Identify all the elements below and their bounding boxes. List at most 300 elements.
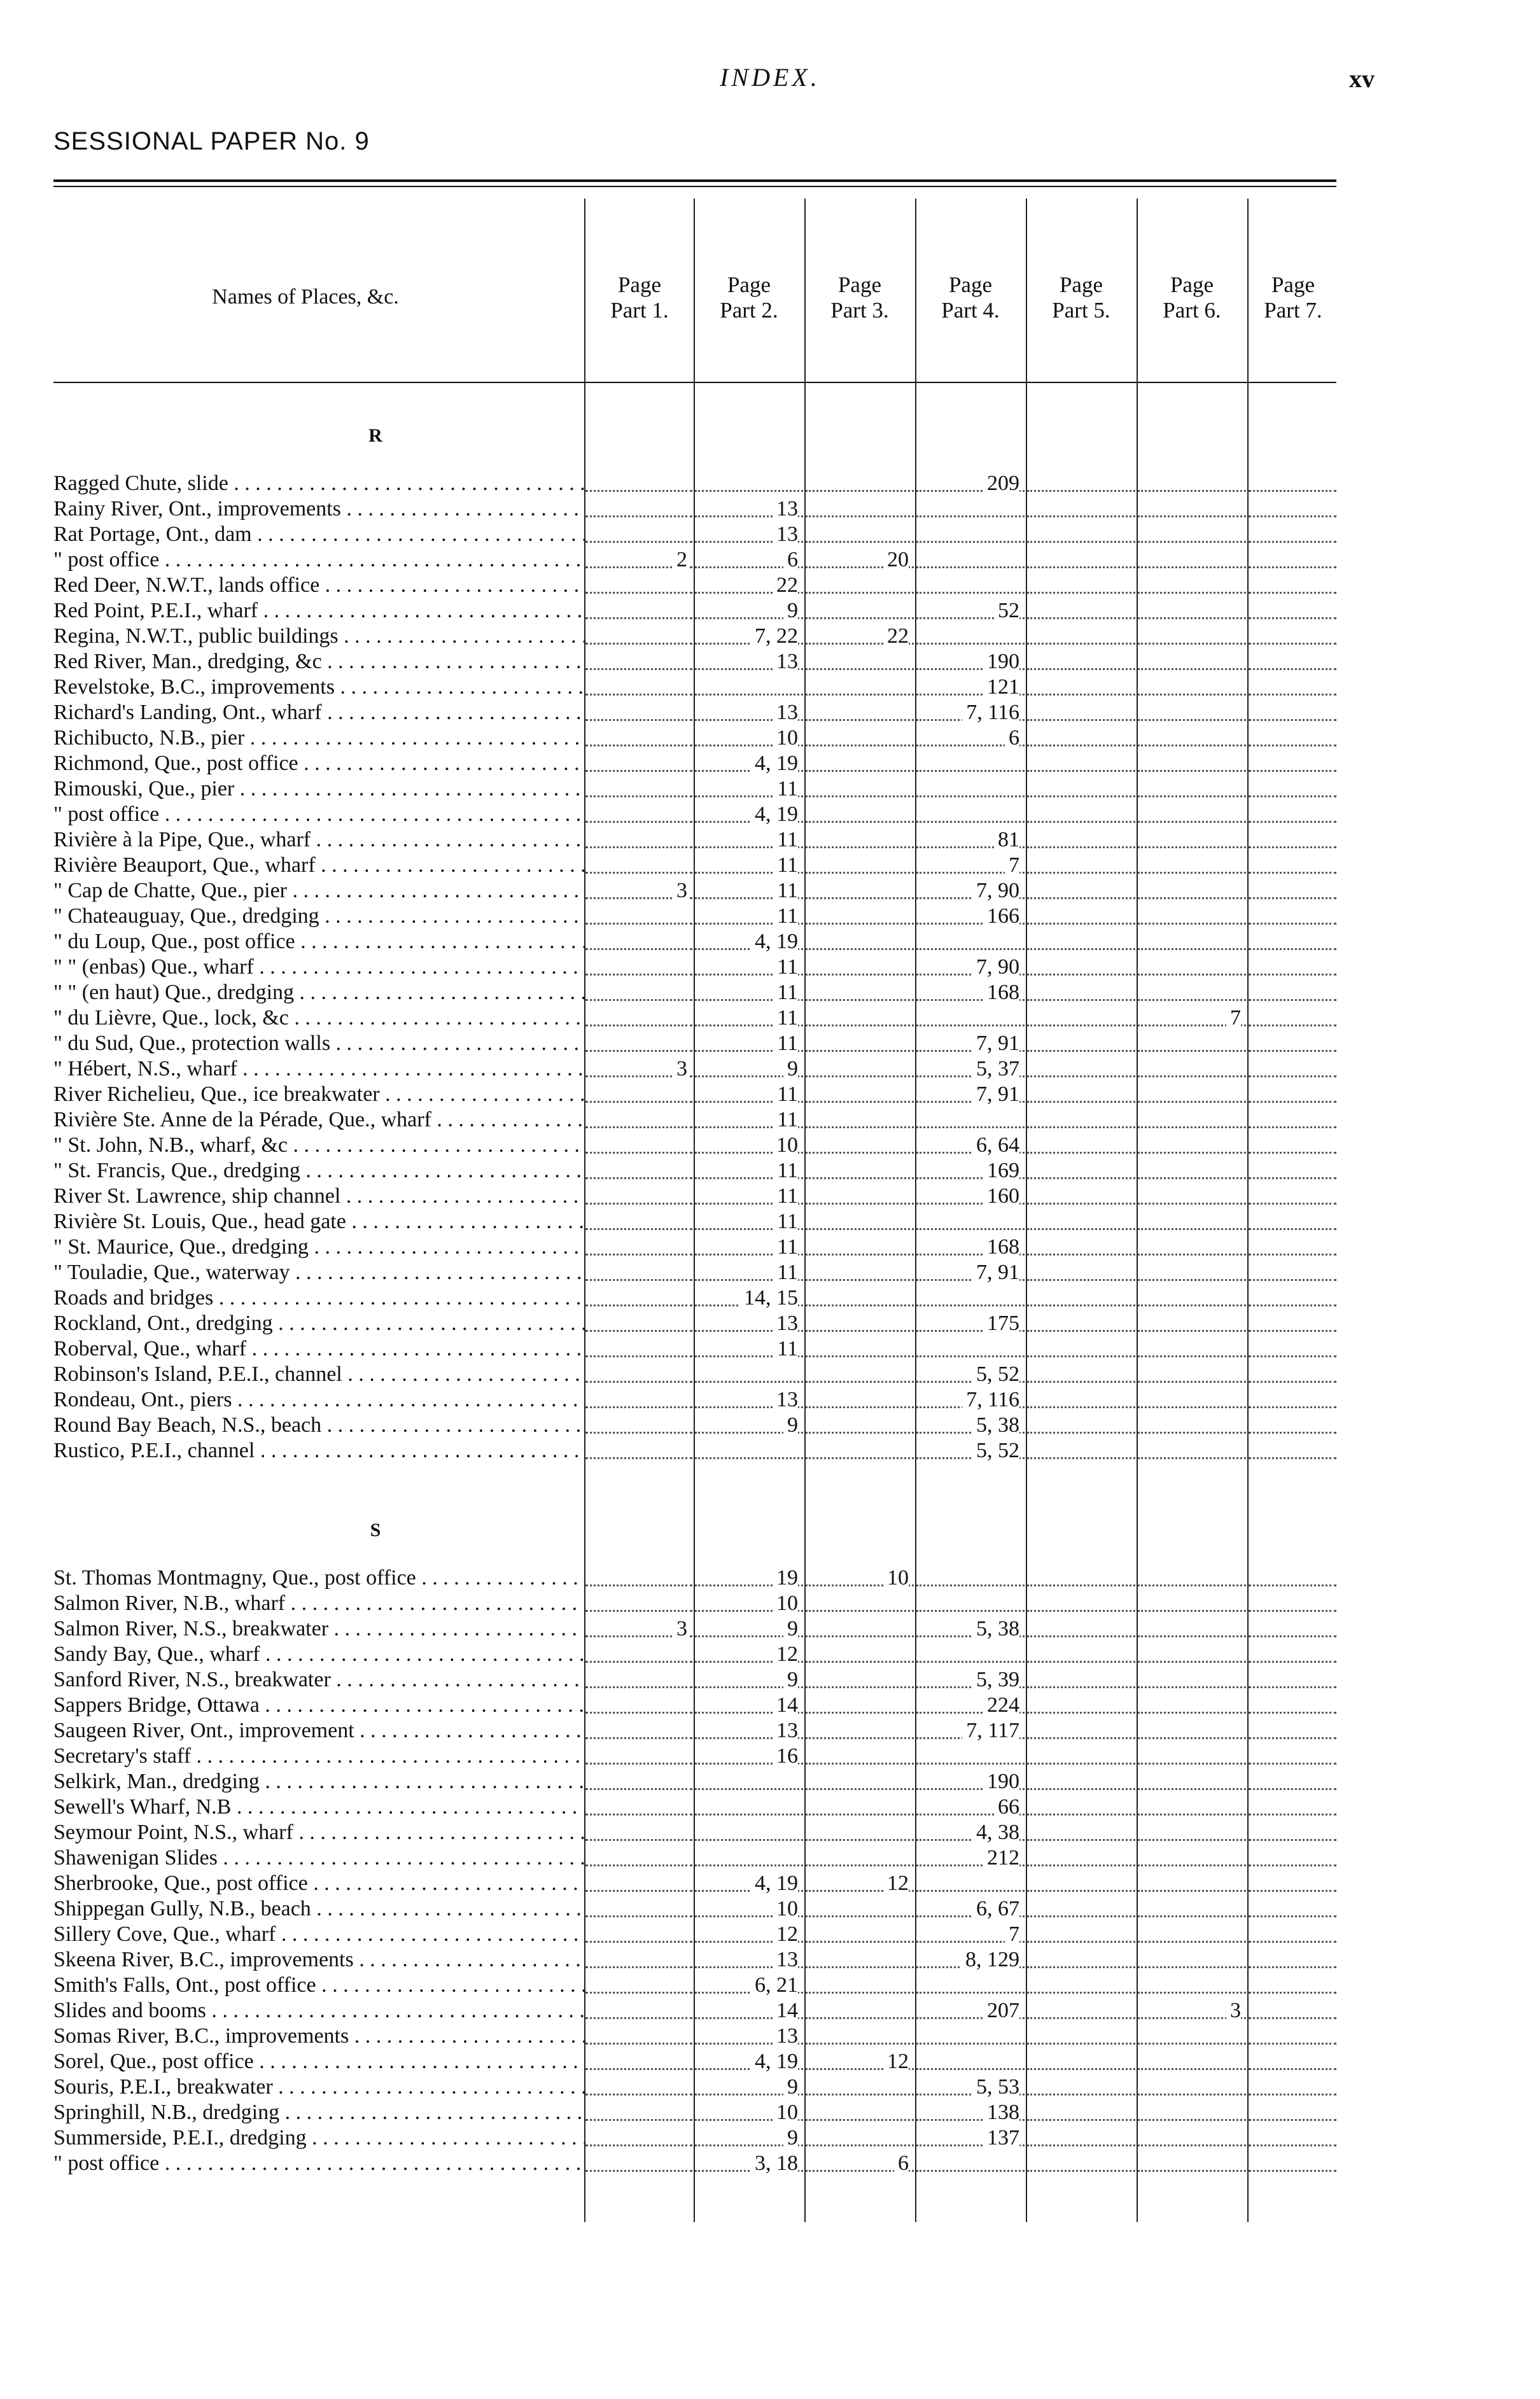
leader-dots <box>806 2043 914 2045</box>
page-ref-value: 11 <box>773 980 798 1005</box>
index-row <box>0 725 1540 751</box>
page-ref-part-2 <box>695 1107 803 1133</box>
page-ref-value: 22 <box>883 624 909 649</box>
leader-dots <box>1138 2043 1246 2045</box>
page-ref-part-4 <box>916 980 1025 1005</box>
leader-dots <box>806 2017 914 2019</box>
page-ref-part-1 <box>585 929 692 955</box>
page-ref-part-4 <box>916 1260 1025 1285</box>
index-row <box>0 1209 1540 1234</box>
page-ref-part-2 <box>695 1285 803 1311</box>
page-ref-value: 224 <box>983 1693 1019 1718</box>
page-ref-value: 22 <box>773 573 798 598</box>
page-ref-part-6 <box>1138 1591 1246 1616</box>
page-ref-part-1 <box>585 904 692 929</box>
page-ref-part-7 <box>1249 1744 1336 1769</box>
page-ref-part-7 <box>1249 471 1336 496</box>
leader-dots <box>585 643 692 645</box>
page-ref-part-2 <box>695 1947 803 1973</box>
page-ref-part-2 <box>695 1565 803 1591</box>
index-row <box>0 1896 1540 1922</box>
page-ref-part-1 <box>585 2049 692 2074</box>
index-row <box>0 1311 1540 1336</box>
index-row <box>0 1565 1540 1591</box>
page-ref-part-2 <box>695 955 803 980</box>
leader-dots <box>1138 1661 1246 1663</box>
page-ref-part-6 <box>1138 827 1246 853</box>
page-ref-part-1 <box>585 1031 692 1056</box>
index-row <box>0 1973 1540 1998</box>
leader-dots <box>1138 1203 1246 1205</box>
page-ref-part-2 <box>695 573 803 598</box>
page-ref-part-1 <box>585 1285 692 1311</box>
page-ref-part-5 <box>1027 853 1135 878</box>
leader-dots <box>1138 617 1246 619</box>
place-name: Regina, N.W.T., public buildings . . . <box>53 624 585 649</box>
page-ref-value: 10 <box>773 1591 798 1616</box>
leader-dots <box>806 1737 914 1739</box>
place-name: St. Thomas Montmagny, Que., post office . . . <box>53 1565 585 1591</box>
page-ref-part-4 <box>916 1922 1025 1947</box>
leader-dots <box>1138 872 1246 874</box>
page-ref-value: 13 <box>773 496 798 522</box>
leader-dots <box>806 617 914 619</box>
page-ref-part-6 <box>1138 649 1246 675</box>
page-number: xv <box>1349 64 1375 93</box>
page-ref-value: 5, 38 <box>972 1413 1019 1438</box>
page-ref-part-7 <box>1249 675 1336 700</box>
leader-dots <box>585 2119 692 2121</box>
leader-dots <box>1138 1686 1246 1688</box>
leader-dots <box>806 541 914 543</box>
page-ref-part-6 <box>1138 853 1246 878</box>
page-ref-part-3 <box>806 1591 914 1616</box>
leader-dots <box>806 1864 914 1866</box>
leader-dots <box>1027 1432 1135 1434</box>
leader-dots <box>1249 1737 1336 1739</box>
page-ref-part-6 <box>1138 1107 1246 1133</box>
page-ref-part-3 <box>806 776 914 802</box>
index-row <box>0 1005 1540 1031</box>
page-ref-value: 9 <box>783 1616 798 1642</box>
leader-dots <box>585 1228 692 1230</box>
page-ref-part-3 <box>806 522 914 547</box>
page-ref-part-1 <box>585 496 692 522</box>
page-ref-part-3 <box>806 904 914 929</box>
leader-dots <box>806 846 914 848</box>
page-ref-part-5 <box>1027 2100 1135 2125</box>
page-ref-part-5 <box>1027 2024 1135 2049</box>
leader-dots <box>806 2119 914 2121</box>
index-row <box>0 1642 1540 1667</box>
page-ref-part-4 <box>916 802 1025 827</box>
page-ref-part-7 <box>1249 1413 1336 1438</box>
page-ref-part-6 <box>1138 1667 1246 1693</box>
leader-dots <box>585 872 692 874</box>
leader-dots <box>1027 1584 1135 1586</box>
page-ref-value: 5, 52 <box>972 1438 1019 1464</box>
page-ref-part-3 <box>806 1947 914 1973</box>
page-ref-value: 4, 19 <box>751 751 798 776</box>
leader-dots <box>695 1814 803 1815</box>
leader-dots <box>1138 1101 1246 1103</box>
page-ref-part-1 <box>585 573 692 598</box>
column-header-rule <box>53 382 1336 383</box>
index-row <box>0 1387 1540 1413</box>
page-ref-part-2 <box>695 547 803 573</box>
page-ref-part-1 <box>585 1565 692 1591</box>
page-ref-part-1 <box>585 1922 692 1947</box>
page-ref-part-4 <box>916 1082 1025 1107</box>
page-ref-part-5 <box>1027 573 1135 598</box>
page-ref-part-5 <box>1027 1973 1135 1998</box>
place-name: River St. Lawrence, ship channel . . . <box>53 1184 585 1209</box>
leader-dots <box>1249 1941 1336 1943</box>
leader-dots <box>1027 1101 1135 1103</box>
leader-dots <box>1138 1915 1246 1917</box>
page-ref-part-3 <box>806 1922 914 1947</box>
index-row <box>0 1769 1540 1794</box>
page-ref-part-7 <box>1249 878 1336 904</box>
page-ref-part-4 <box>916 751 1025 776</box>
page-ref-value: 9 <box>783 598 798 624</box>
page-ref-part-5 <box>1027 1031 1135 1056</box>
page-ref-part-4 <box>916 1234 1025 1260</box>
page-ref-value: 168 <box>983 980 1019 1005</box>
page-ref-part-3 <box>806 751 914 776</box>
page-ref-part-3 <box>806 929 914 955</box>
page-ref-part-2 <box>695 1438 803 1464</box>
leader-dots <box>1027 1228 1135 1230</box>
page-ref-value: 11 <box>773 1336 798 1362</box>
leader-dots <box>916 2043 1025 2045</box>
leader-dots <box>1027 1177 1135 1179</box>
page-ref-part-2 <box>695 878 803 904</box>
page-ref-part-2 <box>695 1973 803 1998</box>
leader-dots <box>1249 999 1336 1001</box>
page-ref-part-7 <box>1249 496 1336 522</box>
page-ref-part-4 <box>916 1947 1025 1973</box>
leader-dots <box>916 1025 1025 1026</box>
page-ref-part-2 <box>695 1591 803 1616</box>
leader-dots <box>1027 872 1135 874</box>
page-ref-part-7 <box>1249 1998 1336 2024</box>
page-ref-part-3 <box>806 471 914 496</box>
page-ref-part-5 <box>1027 1005 1135 1031</box>
page-ref-part-5 <box>1027 1158 1135 1184</box>
place-name: Red River, Man., dredging, &c . . . <box>53 649 585 675</box>
page-ref-part-4 <box>916 1311 1025 1336</box>
leader-dots <box>1249 617 1336 619</box>
page-ref-part-6 <box>1138 1336 1246 1362</box>
place-name: " St. Maurice, Que., dredging . . . <box>53 1234 585 1260</box>
page-ref-part-7 <box>1249 547 1336 573</box>
place-name: Saugeen River, Ont., improvement . . . <box>53 1718 585 1744</box>
section-letter: R <box>368 425 382 446</box>
page-ref-part-4 <box>916 2074 1025 2100</box>
page-ref-part-1 <box>585 1413 692 1438</box>
index-row <box>0 522 1540 547</box>
page-ref-value: 19 <box>773 1565 798 1591</box>
page-ref-part-5 <box>1027 496 1135 522</box>
page-ref-part-5 <box>1027 1591 1135 1616</box>
page-ref-part-1 <box>585 878 692 904</box>
page-ref-part-1 <box>585 675 692 700</box>
page-ref-value: 10 <box>773 1896 798 1922</box>
page-ref-part-7 <box>1249 929 1336 955</box>
page-ref-part-1 <box>585 1184 692 1209</box>
leader-dots <box>695 1864 803 1866</box>
page-ref-part-3 <box>806 496 914 522</box>
leader-dots <box>806 515 914 517</box>
page-ref-value: 7 <box>1005 853 1019 878</box>
page-ref-part-1 <box>585 1056 692 1082</box>
index-row <box>0 2151 1540 2176</box>
leader-dots <box>1138 1712 1246 1714</box>
page-ref-part-4 <box>916 1616 1025 1642</box>
place-name: Selkirk, Man., dredging . . . <box>53 1769 585 1794</box>
leader-dots <box>1249 2017 1336 2019</box>
leader-dots <box>1138 1330 1246 1332</box>
page-ref-part-6 <box>1138 573 1246 598</box>
header-rule-thick <box>53 179 1336 182</box>
page-ref-part-2 <box>695 1642 803 1667</box>
page-ref-part-1 <box>585 1336 692 1362</box>
index-row <box>0 1285 1540 1311</box>
leader-dots <box>1138 1992 1246 1994</box>
page-ref-value: 66 <box>994 1794 1019 1820</box>
leader-dots <box>806 1050 914 1052</box>
leader-dots <box>585 1432 692 1434</box>
leader-dots <box>1138 1864 1246 1866</box>
page-ref-part-3 <box>806 802 914 827</box>
page-ref-part-6 <box>1138 1947 1246 1973</box>
leader-dots <box>1138 1941 1246 1943</box>
leader-dots <box>1138 948 1246 950</box>
page-ref-value: 6, 67 <box>972 1896 1019 1922</box>
leader-dots <box>916 1661 1025 1663</box>
page-ref-part-2 <box>695 1184 803 1209</box>
page-ref-value: 5, 38 <box>972 1616 1019 1642</box>
page-ref-value: 11 <box>773 1184 798 1209</box>
leader-dots <box>585 1941 692 1943</box>
place-name: " Touladie, Que., waterway . . . <box>53 1260 585 1285</box>
page-ref-part-7 <box>1249 1082 1336 1107</box>
index-row <box>0 1336 1540 1362</box>
page-ref-part-7 <box>1249 1234 1336 1260</box>
leader-dots <box>1249 566 1336 568</box>
page-ref-part-4 <box>916 1285 1025 1311</box>
page-ref-value: 11 <box>773 1260 798 1285</box>
leader-dots <box>1249 1661 1336 1663</box>
leader-dots <box>1027 1050 1135 1052</box>
page-ref-part-6 <box>1138 1005 1246 1031</box>
page-ref-part-6 <box>1138 1260 1246 1285</box>
page-ref-part-3 <box>806 1336 914 1362</box>
page-ref-part-1 <box>585 1616 692 1642</box>
index-row <box>0 649 1540 675</box>
index-row <box>0 1133 1540 1158</box>
leader-dots <box>1027 821 1135 823</box>
leader-dots <box>1027 2094 1135 2095</box>
page-ref-value: 160 <box>983 1184 1019 1209</box>
page-ref-value: 7, 91 <box>972 1031 1019 1056</box>
page-ref-value: 5, 53 <box>972 2074 1019 2100</box>
leader-dots <box>585 1966 692 1968</box>
leader-dots <box>1249 2043 1336 2045</box>
page-ref-part-2 <box>695 1031 803 1056</box>
page-ref-part-5 <box>1027 1285 1135 1311</box>
index-row <box>0 1082 1540 1107</box>
page-ref-part-2 <box>695 1794 803 1820</box>
page-ref-part-1 <box>585 853 692 878</box>
page-ref-part-7 <box>1249 751 1336 776</box>
page-ref-part-6 <box>1138 2125 1246 2151</box>
leader-dots <box>1138 999 1246 1001</box>
page-ref-part-6 <box>1138 2100 1246 2125</box>
page-ref-part-6 <box>1138 1896 1246 1922</box>
page-ref-part-6 <box>1138 802 1246 827</box>
page-ref-part-5 <box>1027 1133 1135 1158</box>
leader-dots <box>1138 643 1246 645</box>
leader-dots <box>585 719 692 721</box>
page-ref-part-3 <box>806 1031 914 1056</box>
leader-dots <box>1027 1279 1135 1281</box>
page-ref-value: 11 <box>773 878 798 904</box>
page-ref-part-2 <box>695 1336 803 1362</box>
leader-dots <box>585 541 692 543</box>
leader-dots <box>1249 1457 1336 1459</box>
page-ref-part-6 <box>1138 1082 1246 1107</box>
page-ref-part-6 <box>1138 1769 1246 1794</box>
page-ref-part-4 <box>916 776 1025 802</box>
place-name: Sillery Cove, Que., wharf . . . <box>53 1922 585 1947</box>
place-name: " " (en haut) Que., dredging . . . <box>53 980 585 1005</box>
leader-dots <box>1249 745 1336 746</box>
page-ref-value: 6 <box>1005 725 1019 751</box>
page-ref-part-7 <box>1249 1565 1336 1591</box>
leader-dots <box>585 1203 692 1205</box>
page-ref-part-4 <box>916 1362 1025 1387</box>
page-ref-part-6 <box>1138 776 1246 802</box>
leader-dots <box>1249 1814 1336 1815</box>
leader-dots <box>1138 974 1246 976</box>
page-ref-part-2 <box>695 1005 803 1031</box>
leader-dots <box>916 1610 1025 1612</box>
page-ref-part-5 <box>1027 1311 1135 1336</box>
page-ref-part-1 <box>585 649 692 675</box>
page-ref-value: 9 <box>783 1056 798 1082</box>
leader-dots <box>806 1279 914 1281</box>
page-ref-part-3 <box>806 725 914 751</box>
leader-dots <box>1249 1864 1336 1866</box>
leader-dots <box>1249 1101 1336 1103</box>
leader-dots <box>1027 490 1135 492</box>
page-ref-part-6 <box>1138 598 1246 624</box>
leader-dots <box>1027 2170 1135 2172</box>
page-ref-part-2 <box>695 1693 803 1718</box>
index-row <box>0 471 1540 496</box>
page-ref-part-7 <box>1249 1769 1336 1794</box>
page-ref-part-7 <box>1249 2024 1336 2049</box>
page-ref-value: 10 <box>773 1133 798 1158</box>
leader-dots <box>1027 1457 1135 1459</box>
leader-dots <box>806 1177 914 1179</box>
page-ref-part-5 <box>1027 675 1135 700</box>
page-ref-part-5 <box>1027 904 1135 929</box>
leader-dots <box>1249 515 1336 517</box>
page-ref-part-3 <box>806 1362 914 1387</box>
leader-dots <box>1027 592 1135 594</box>
page-ref-part-6 <box>1138 496 1246 522</box>
page-ref-part-5 <box>1027 1693 1135 1718</box>
page-ref-part-2 <box>695 2125 803 2151</box>
leader-dots <box>1138 2170 1246 2172</box>
leader-dots <box>1249 923 1336 925</box>
leader-dots <box>1249 1050 1336 1052</box>
leader-dots <box>695 1381 803 1383</box>
leader-dots <box>1027 1330 1135 1332</box>
place-name: Skeena River, B.C., improvements . . . <box>53 1947 585 1973</box>
leader-dots <box>1138 1788 1246 1790</box>
place-name: Robinson's Island, P.E.I., channel . . . <box>53 1362 585 1387</box>
page-ref-part-2 <box>695 2049 803 2074</box>
page-ref-part-1 <box>585 827 692 853</box>
page-ref-value: 11 <box>773 853 798 878</box>
page-ref-part-6 <box>1138 1744 1246 1769</box>
page-ref-part-1 <box>585 1260 692 1285</box>
page-ref-part-5 <box>1027 1184 1135 1209</box>
page-ref-part-4 <box>916 2151 1025 2176</box>
leader-dots <box>916 795 1025 797</box>
leader-dots <box>1249 1304 1336 1306</box>
page-ref-part-5 <box>1027 1082 1135 1107</box>
page-ref-part-2 <box>695 1056 803 1082</box>
page-ref-part-4 <box>916 1744 1025 1769</box>
leader-dots <box>1249 1788 1336 1790</box>
place-name: " post office . . . <box>53 2151 585 2176</box>
page-ref-part-5 <box>1027 776 1135 802</box>
leader-dots <box>1249 1228 1336 1230</box>
column-header-part-7: Page Part 7. <box>1264 272 1322 323</box>
page-ref-value: 3 <box>673 878 687 904</box>
page-ref-part-6 <box>1138 929 1246 955</box>
leader-dots <box>1249 1203 1336 1205</box>
page-ref-part-7 <box>1249 522 1336 547</box>
leader-dots <box>585 1152 692 1154</box>
leader-dots <box>916 566 1025 568</box>
page-ref-part-1 <box>585 1896 692 1922</box>
page-ref-part-1 <box>585 1642 692 1667</box>
page-ref-part-1 <box>585 1947 692 1973</box>
page-ref-part-5 <box>1027 471 1135 496</box>
page-ref-part-3 <box>806 1387 914 1413</box>
leader-dots <box>806 1025 914 1026</box>
page-ref-part-1 <box>585 2125 692 2151</box>
leader-dots <box>585 1839 692 1841</box>
page-ref-part-7 <box>1249 1336 1336 1362</box>
leader-dots <box>585 2094 692 2095</box>
leader-dots <box>916 1228 1025 1230</box>
index-row <box>0 624 1540 649</box>
leader-dots <box>1027 1152 1135 1154</box>
leader-dots <box>1138 745 1246 746</box>
leader-dots <box>916 1890 1025 1892</box>
page-ref-part-7 <box>1249 700 1336 725</box>
leader-dots <box>1027 2017 1135 2019</box>
leader-dots <box>1249 541 1336 543</box>
index-row <box>0 904 1540 929</box>
